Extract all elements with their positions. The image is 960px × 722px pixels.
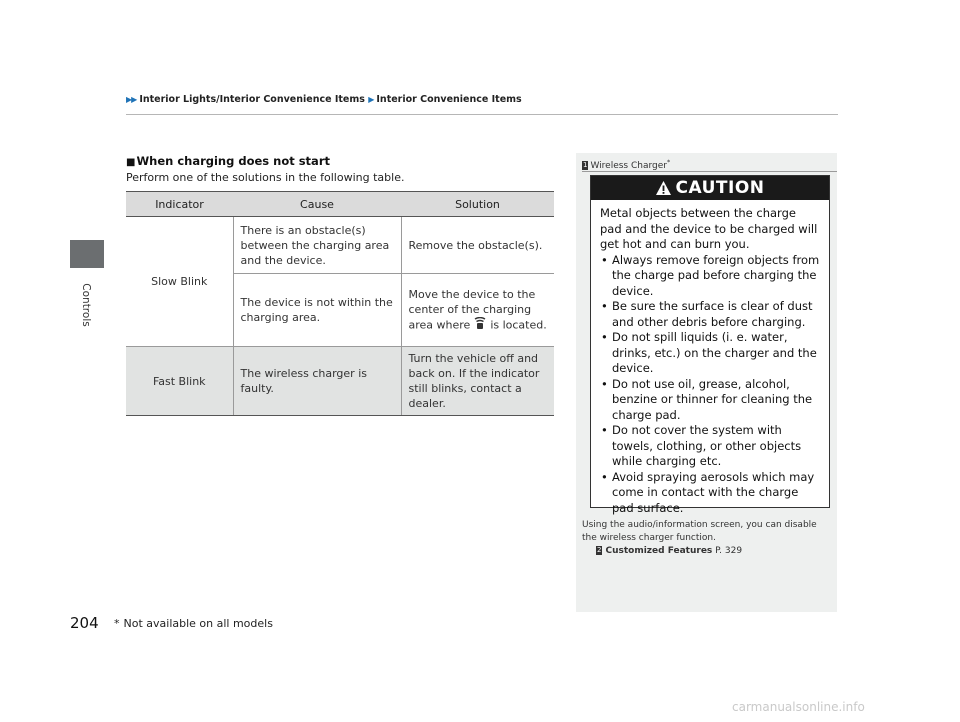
caution-title: CAUTION — [675, 178, 765, 198]
solution-cell: Turn the vehicle off and back on. If the indicator still blinks, contact a dealer. — [401, 347, 554, 416]
column-header: Solution — [401, 192, 554, 217]
cross-reference-link[interactable] — [596, 546, 742, 556]
caution-list — [600, 253, 821, 517]
cause-cell: The wireless charger is faulty. — [233, 347, 401, 416]
column-header: Indicator — [126, 192, 233, 217]
column-header: Cause — [233, 192, 401, 217]
reference-title[interactable]: Customized Features — [605, 546, 713, 556]
caution-intro: Metal objects between the charge pad and the device to be charged will get hot and can burn you. — [600, 206, 818, 251]
note-index-badge: 1 — [583, 161, 588, 169]
section-title-text: When charging does not start — [136, 154, 330, 168]
double-right-arrow-icon: ▶▶ — [126, 95, 137, 104]
table-header-row — [126, 192, 554, 217]
reference-page: P. 329 — [715, 546, 743, 556]
solution-cell — [401, 274, 554, 347]
list-item: • Be sure the surface is clear of dust and other debris before charging. — [600, 299, 821, 330]
breadcrumb — [126, 94, 522, 105]
caution-title-bar — [591, 176, 829, 200]
header-divider — [126, 114, 838, 115]
watermark: carmanualsonline.info — [732, 700, 865, 714]
right-arrow-icon: ▶ — [368, 95, 374, 104]
section-intro: Perform one of the solutions in the following table. — [126, 171, 405, 184]
footnote-mark: * — [114, 617, 120, 630]
section-title — [126, 154, 330, 168]
wireless-charger-icon — [473, 317, 487, 334]
list-item: • Do not cover the system with towels, clothing, or other objects while charging etc. — [600, 423, 821, 470]
reference-arrow-icon: 2 — [597, 546, 602, 554]
sidebar-heading — [582, 158, 670, 171]
table-row — [126, 217, 554, 274]
breadcrumb-item[interactable]: Interior Lights/Interior Convenience Items — [139, 94, 365, 105]
list-item: • Do not use oil, grease, alcohol, benzine or thinner for cleaning the charge pad. — [600, 377, 821, 424]
solution-cell: Remove the obstacle(s). — [401, 217, 554, 274]
cause-cell: The device is not within the charging area. — [233, 274, 401, 347]
solution-text: is located. — [490, 318, 547, 331]
sidebar-note: Using the audio/information screen, you can disable the wireless charger function. — [582, 520, 817, 543]
sidebar-divider — [582, 171, 837, 172]
list-item: • Avoid spraying aerosols which may come in contact with the charge pad surface. — [600, 470, 821, 517]
list-item: • Do not spill liquids (i. e. water, drinks, etc.) on the charger and the device. — [600, 330, 821, 377]
warning-triangle-icon — [655, 180, 672, 196]
indicator-cell: Fast Blink — [126, 347, 233, 416]
cause-cell: There is an obstacle(s) between the charging area and the device. — [233, 217, 401, 274]
list-item: • Always remove foreign objects from the charge pad before charging the device. — [600, 253, 821, 300]
side-tab-marker — [70, 240, 104, 268]
sidebar-notes — [576, 153, 837, 612]
caution-box — [590, 175, 830, 515]
caution-body — [591, 200, 829, 516]
footnote-mark: * — [666, 158, 671, 166]
page-number: 204 — [70, 614, 99, 632]
indicator-cell: Slow Blink — [126, 217, 233, 347]
sidebar-heading-text: Wireless Charger — [590, 161, 667, 171]
solution-text: Move the device to the center of the charging area where — [408, 287, 536, 331]
breadcrumb-item[interactable]: Interior Convenience Items — [376, 94, 522, 105]
charging-troubleshoot-table — [126, 191, 554, 416]
table-row — [126, 347, 554, 416]
side-section-label: Controls — [80, 283, 92, 327]
footnote-text: Not available on all models — [123, 617, 273, 630]
footnote — [114, 617, 273, 630]
section-marker-icon: ■ — [126, 157, 136, 168]
